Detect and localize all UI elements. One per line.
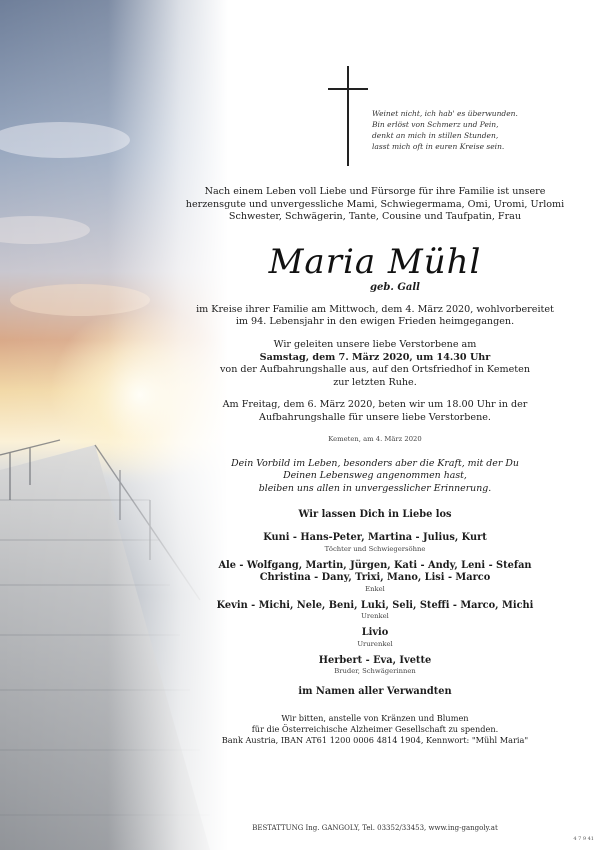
family-grandchildren: Christina - Dany, Trixi, Mano, Lisi - Marco <box>259 572 491 584</box>
funeral-home-footer: BESTATTUNG Ing. GANGOLY, Tel. 03352/33453, www.ing-gangoly.at <box>252 824 498 832</box>
quote-line: Deinen Lebensweg angenommen hast, <box>283 470 467 482</box>
memorial-poem <box>372 108 572 152</box>
maiden-name: geb. Gall <box>370 281 420 293</box>
quote-line: bleiben uns allen in unvergesslicher Erinnerung. <box>258 482 492 494</box>
funeral-line: von der Aufbahrungshalle aus, auf den Ortsfriedhof in Kemeten <box>220 364 530 376</box>
family-role: Ururenkel <box>357 639 393 648</box>
donation-line: für die Österreichische Alzheimer Gesellschaft zu spenden. <box>251 724 499 735</box>
poem-line: Weinet nicht, ich hab' es überwunden. <box>372 109 518 118</box>
poem-line: Bin erlöst von Schmerz und Pein, <box>372 120 499 129</box>
funeral-line: Wir geleiten unsere liebe Verstorbene am <box>273 338 477 350</box>
family-relatives: im Namen aller Verwandten <box>298 686 452 698</box>
place-date: Kemeten, am 4. März 2020 <box>328 434 422 443</box>
family-great-grandchildren: Kevin - Michi, Nele, Beni, Luki, Seli, Steffi - Marco, Michi <box>216 599 534 611</box>
prayer-line: Aufbahrungshalle für unsere liebe Verstorbene. <box>259 411 491 423</box>
family-role: Enkel <box>365 584 385 593</box>
intro-line: herzensgute und unvergessliche Mami, Schwiegermama, Omi, Uromi, Urlomi <box>185 198 565 210</box>
family-role: Töchter und Schwiegersöhne <box>324 544 426 553</box>
intro-line: Schwester, Schwägerin, Tante, Cousine und Taufpatin, Frau <box>228 211 522 223</box>
funeral-line: zur letzten Ruhe. <box>333 376 417 388</box>
quote-line: Dein Vorbild im Leben, besonders aber die Kraft, mit der Du <box>231 457 519 469</box>
deceased-name: Maria Mühl <box>268 241 482 282</box>
passing-line: im 94. Lebensjahr in den ewigen Frieden heimgegangen. <box>235 316 515 328</box>
family-great-great-grandchild: Livio <box>361 627 389 639</box>
prayer-line: Am Freitag, dem 6. März 2020, beten wir um 18.00 Uhr in der <box>222 399 528 411</box>
page-number: 4 7 9 41 <box>573 836 594 842</box>
poem-line: denkt an mich in stillen Stunden, <box>372 131 499 140</box>
passing-line: im Kreise ihrer Familie am Mittwoch, dem 4. März 2020, wohlvorbereitet <box>196 303 554 315</box>
family-grandchildren: Ale - Wolfgang, Martin, Jürgen, Kati - Andy, Leni - Stefan <box>218 559 532 571</box>
funeral-date: Samstag, dem 7. März 2020, um 14.30 Uhr <box>259 351 491 363</box>
donation-line: Wir bitten, anstelle von Kränzen und Blumen <box>281 713 469 724</box>
family-role: Bruder, Schwägerinnen <box>334 667 416 676</box>
donation-line: Bank Austria, IBAN AT61 1200 0006 4814 1904, Kennwort: "Mühl Maria" <box>221 735 529 746</box>
farewell-line: Wir lassen Dich in Liebe los <box>298 509 452 521</box>
poem-line: lasst mich oft in euren Kreise sein. <box>372 142 505 151</box>
intro-line: Nach einem Leben voll Liebe und Fürsorge für ihre Familie ist unsere <box>204 186 546 197</box>
family-children: Kuni - Hans-Peter, Martina - Julius, Kurt <box>263 531 487 543</box>
cross-icon <box>328 66 368 166</box>
obituary-body <box>175 186 575 746</box>
family-role: Urenkel <box>361 612 389 621</box>
family-sibling: Herbert - Eva, Ivette <box>318 654 432 666</box>
